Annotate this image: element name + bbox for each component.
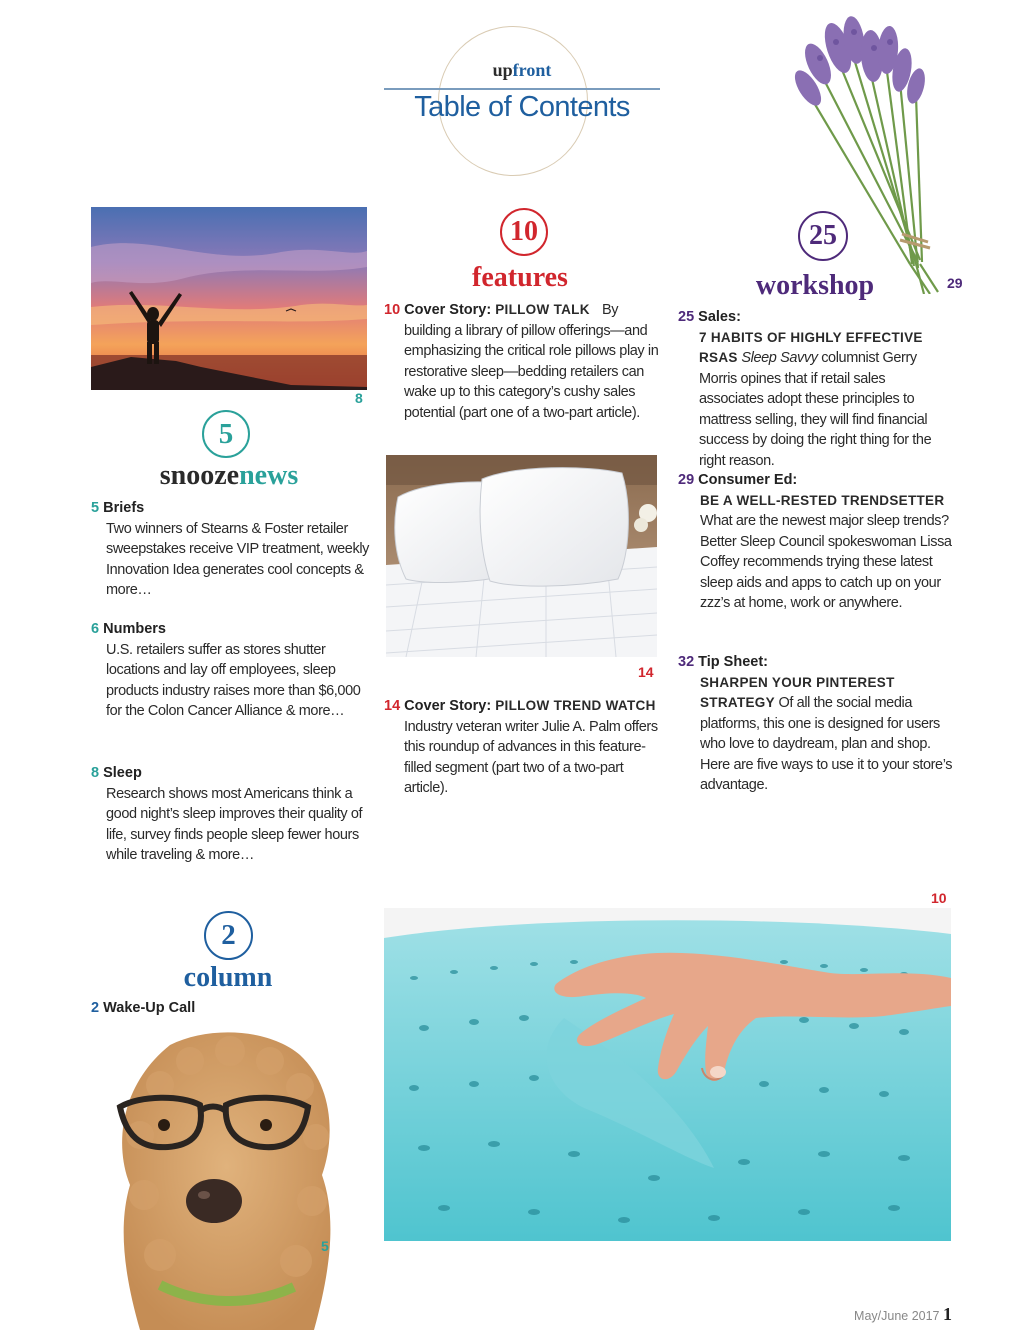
entry-description: Research shows most Americans think a good night’s sleep improves their quality of life, survey finds people sleep fewer hours while traveling & more…: [106, 785, 363, 863]
toc-entry[interactable]: [91, 619, 373, 722]
entry-description: Of all the social media platforms, this one is designed for users who love to daydream, plan and shop. Here are five ways to use it to your store’s advantage.: [700, 695, 953, 793]
entry-heading: Wake-Up Call: [103, 1000, 196, 1016]
entry-heading: Sleep: [103, 765, 142, 781]
entry-heading: Consumer Ed:: [698, 472, 798, 488]
entry-story-title: PILLOW TREND WATCH: [495, 698, 656, 713]
toc-entry[interactable]: [91, 498, 373, 601]
entry-heading: Numbers: [103, 621, 166, 637]
toc-entry[interactable]: [91, 998, 351, 1019]
entry-heading: Tip Sheet:: [698, 654, 768, 670]
page-footer: [820, 1304, 952, 1325]
entry-description: Industry veteran writer Julie A. Palm offers this roundup of advances in this feature-filled segment (part two of a two-part article).: [404, 718, 658, 796]
foam-photo-page: 10: [931, 890, 947, 906]
workshop-heading: workshop: [755, 270, 875, 301]
entry-story-title: BE A WELL-RESTED TRENDSETTER: [700, 492, 945, 508]
entry-heading: Cover Story:: [404, 698, 492, 714]
entry-story-title: SHARPEN YOUR PINTEREST STRATEGY: [700, 674, 895, 710]
kicker-front: front: [512, 60, 552, 80]
workshop-number-badge: 25: [798, 211, 848, 261]
features-heading: features: [472, 262, 568, 293]
sunset-photo: [91, 207, 367, 390]
kicker-up: up: [492, 60, 513, 80]
entry-page-number: 32: [678, 654, 695, 670]
lavender-photo-page: 29: [947, 275, 963, 291]
page-number: 1: [943, 1304, 952, 1324]
entry-description: U.S. retailers suffer as stores shutter locations and lay off employees, sleep products industry raises more than $6,000 for the Colon Cancer Alliance & more…: [106, 641, 361, 719]
page-title: Table of Contents: [414, 91, 630, 123]
column-number-badge: 2: [204, 911, 253, 960]
snoozenews-heading-part2: news: [239, 460, 299, 491]
memory-foam-pillow-photo: [384, 908, 951, 1241]
entry-page-number: 5: [91, 500, 100, 516]
entry-page-number: 6: [91, 621, 100, 637]
entry-description: By building a library of pillow offerings—and emphasizing the critical role pillows play in restorative sleep—bedding retailers can wake up to this category’s cushy sales potential (part one of a two-part article).: [404, 302, 659, 421]
toc-entry[interactable]: [678, 307, 953, 471]
toc-entry[interactable]: [91, 763, 373, 866]
entry-page-number: 8: [91, 765, 100, 781]
entry-story-title: PILLOW TALK: [495, 302, 590, 317]
toc-entry[interactable]: [384, 696, 662, 799]
entry-heading: Cover Story:: [404, 302, 492, 318]
entry-italic-title: Sleep Savvy: [741, 350, 818, 366]
entry-heading: Sales:: [698, 309, 741, 325]
entry-page-number: 14: [384, 698, 401, 714]
entry-description: Two winners of Stearns & Foster retailer sweepstakes receive VIP treatment, weekly Innovation Idea generates cool concepts & more…: [106, 520, 369, 598]
issue-date: May/June 2017: [854, 1309, 940, 1323]
column-heading: column: [183, 962, 273, 993]
entry-page-number: 25: [678, 309, 695, 325]
snoozenews-heading-part1: snooze: [159, 460, 240, 491]
snoozenews-number-badge: 5: [202, 410, 250, 458]
pillows-photo-page: 14: [638, 664, 654, 680]
section-kicker: [384, 60, 660, 81]
snoozenews-heading: [91, 460, 367, 492]
entry-story-title: 7 HABITS OF HIGHLY EFFECTIVE RSAS: [699, 329, 923, 365]
entry-description: What are the newest major sleep trends? Better Sleep Council spokeswoman Lissa Coffey recommends trying these latest sleep aids and apps to catch up on your zzz’s at home, work or anywhere.: [700, 513, 952, 611]
toc-entry[interactable]: [678, 470, 953, 614]
entry-description: columnist Gerry Morris opines that if retail sales associates adopt these principles to mattress selling, they will find financial success by doing the right thing for the right reason.: [699, 350, 932, 469]
pillows-photo: [386, 455, 657, 657]
entry-page-number: 2: [91, 1000, 100, 1016]
dog-photo: [100, 1025, 350, 1330]
dog-photo-page: 5: [321, 1238, 329, 1254]
features-number-badge: 10: [500, 208, 548, 256]
sunset-photo-page: 8: [355, 390, 363, 406]
toc-entry[interactable]: [678, 652, 953, 796]
entry-page-number: 29: [678, 472, 695, 488]
header-rule: [384, 88, 660, 90]
entry-page-number: 10: [384, 302, 401, 318]
toc-entry[interactable]: [384, 300, 662, 423]
entry-heading: Briefs: [103, 500, 145, 516]
